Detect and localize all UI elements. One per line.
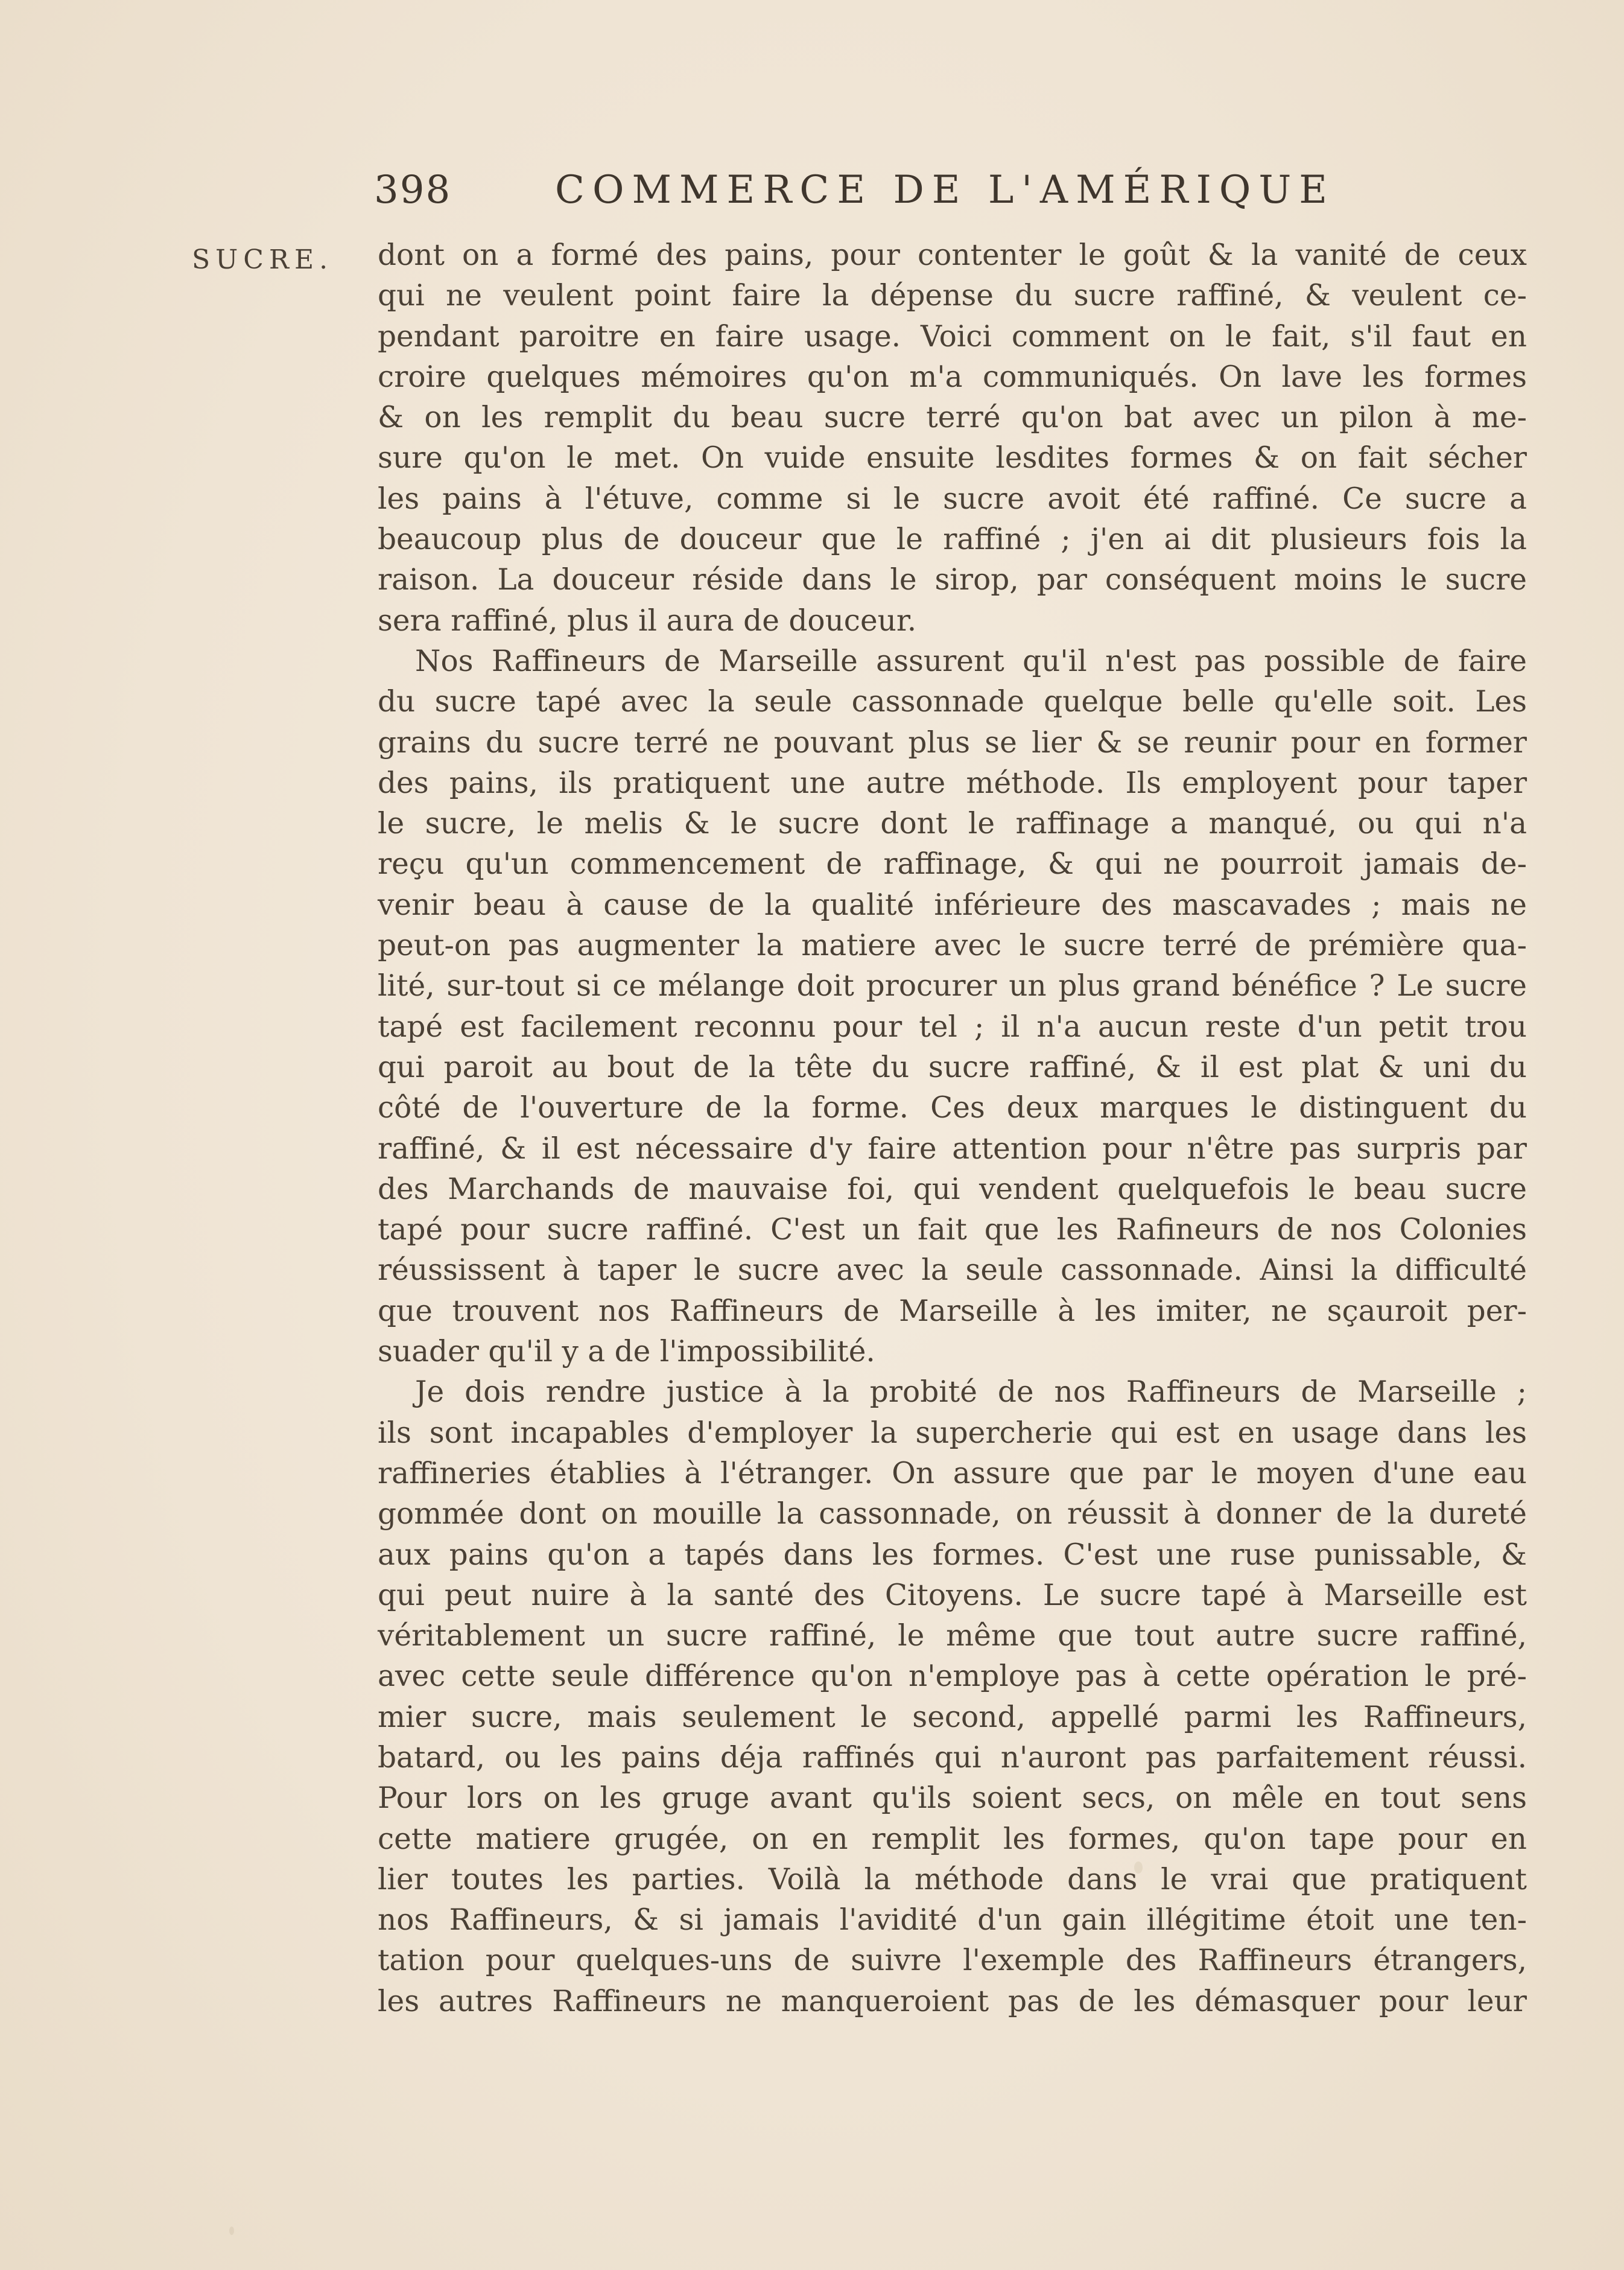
text-line: pendant paroitre en faire usage. Voici comment on le fait, s'il faut en: [378, 319, 1527, 354]
body-text: [378, 235, 1527, 2022]
text-line: avec cette seule différence qu'on n'employe pas à cette opération le pré-: [378, 1659, 1527, 1694]
text-line: Je dois rendre justice à la probité de nos Raffineurs de Marseille ;: [415, 1375, 1527, 1410]
text-line: beaucoup plus de douceur que le raffiné ; j'en ai dit plusieurs fois la: [378, 523, 1527, 557]
text-line: mier sucre, mais seulement le second, appellé parmi les Raffineurs,: [378, 1700, 1527, 1734]
page-number: 398: [374, 168, 452, 212]
text-line: véritablement un sucre raffiné, le même que tout autre sucre raffiné,: [378, 1619, 1527, 1653]
running-head: [374, 168, 1400, 222]
text-line: réussissent à taper le sucre avec la seule cassonnade. Ainsi la difficulté: [378, 1253, 1527, 1288]
text-line: suader qu'il y a de l'impossibilité.: [378, 1335, 875, 1369]
text-line: côté de l'ouverture de la forme. Ces deux marques le distinguent du: [378, 1091, 1527, 1125]
text-line: qui ne veulent point faire la dépense du sucre raffiné, & veulent ce-: [378, 279, 1527, 313]
text-line: croire quelques mémoires qu'on m'a communiqués. On lave les formes: [378, 360, 1527, 394]
text-line: venir beau à cause de la qualité inférieure des mascavades ; mais ne: [378, 888, 1527, 922]
text-line: batard, ou les pains déja raffinés qui n'auront pas parfaitement réussi.: [378, 1740, 1527, 1775]
text-line: le sucre, le melis & le sucre dont le raffinage a manqué, ou qui n'a: [378, 807, 1527, 841]
text-line: grains du sucre terré ne pouvant plus se lier & se reunir pour en former: [378, 725, 1527, 760]
text-line: sera raffiné, plus il aura de douceur.: [378, 603, 917, 638]
text-line: des Marchands de mauvaise foi, qui vendent quelquefois le beau sucre: [378, 1172, 1527, 1206]
text-line: gommée dont on mouille la cassonnade, on réussit à donner de la dureté: [378, 1497, 1527, 1531]
text-line: que trouvent nos Raffineurs de Marseille à les imiter, ne sçauroit per-: [378, 1294, 1527, 1328]
text-line: raffiné, & il est nécessaire d'y faire attention pour n'être pas surpris par: [378, 1131, 1527, 1166]
text-line: lité, sur-tout si ce mélange doit procurer un plus grand bénéfice ? Le sucre: [378, 969, 1527, 1003]
text-line: du sucre tapé avec la seule cassonnade quelque belle qu'elle soit. Les: [378, 685, 1527, 719]
text-line: raison. La douceur réside dans le sirop, par conséquent moins le sucre: [378, 563, 1527, 597]
page-header-title: COMMERCE DE L'AMÉRIQUE: [555, 168, 1335, 212]
text-line: qui paroit au bout de la tête du sucre raffiné, & il est plat & uni du: [378, 1050, 1527, 1084]
margin-note: SUCRE.: [192, 244, 334, 275]
text-line: aux pains qu'on a tapés dans les formes. C'est une ruse punissable, &: [378, 1537, 1527, 1572]
text-line: les autres Raffineurs ne manqueroient pas de les démasquer pour leur: [378, 1984, 1527, 2018]
text-line: cette matiere grugée, on en remplit les formes, qu'on tape pour en: [378, 1822, 1527, 1856]
text-line: qui peut nuire à la santé des Citoyens. Le sucre tapé à Marseille est: [378, 1578, 1527, 1612]
text-line: nos Raffineurs, & si jamais l'avidité d'un gain illégitime étoit une ten-: [378, 1903, 1527, 1938]
text-line: Pour lors on les gruge avant qu'ils soient secs, on mêle en tout sens: [378, 1781, 1527, 1816]
text-line: reçu qu'un commencement de raffinage, & qui ne pourroit jamais de-: [378, 847, 1527, 882]
text-line: tapé pour sucre raffiné. C'est un fait que les Rafineurs de nos Colonies: [378, 1213, 1527, 1247]
text-line: ils sont incapables d'employer la supercherie qui est en usage dans les: [378, 1416, 1527, 1450]
text-line: des pains, ils pratiquent une autre méthode. Ils employent pour taper: [378, 766, 1527, 800]
text-line: dont on a formé des pains, pour contenter le goût & la vanité de ceux: [378, 238, 1527, 272]
text-line: sure qu'on le met. On vuide ensuite lesdites formes & on fait sécher: [378, 441, 1527, 475]
text-line: tapé est facilement reconnu pour tel ; il n'a aucun reste d'un petit trou: [378, 1009, 1527, 1044]
text-line: & on les remplit du beau sucre terré qu'on bat avec un pilon à me-: [378, 401, 1527, 435]
text-line: les pains à l'étuve, comme si le sucre avoit été raffiné. Ce sucre a: [378, 482, 1527, 516]
paper-stain: [229, 2227, 234, 2235]
text-line: lier toutes les parties. Voilà la méthode dans le vrai que pratiquent: [378, 1862, 1527, 1896]
text-line: tation pour quelques-uns de suivre l'exemple des Raffineurs étrangers,: [378, 1944, 1527, 1978]
text-line: Nos Raffineurs de Marseille assurent qu'il n'est pas possible de faire: [415, 644, 1527, 678]
text-line: peut-on pas augmenter la matiere avec le sucre terré de prémière qua-: [378, 929, 1527, 963]
text-line: raffineries établies à l'étranger. On assure que par le moyen d'une eau: [378, 1456, 1527, 1490]
